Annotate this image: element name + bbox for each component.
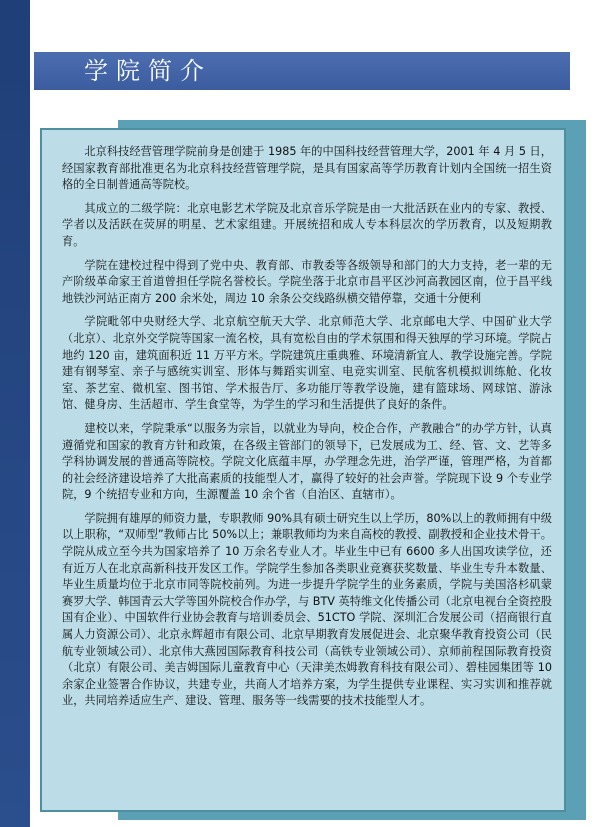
- content-box: [40, 128, 566, 812]
- paragraph-6: 学院拥有雄厚的师资力量，专职教师 90%具有硕士研究生以上学历，80%以上的教师拥有中级以上职称，“双师型”教师占比 50%以上；兼职教师均为来自高校的教授、副教授和企业技术骨干。学院从成立至今共为国家培养了 10 万余名专业人才。毕业生中已有 6600 多人出国攻读学位，还有近万人在北京高新科技开发区工作。学院学生参加各类职业竞赛获奖数量、毕业生专升本数量、毕业生质量均位于北京市同等院校前列。为进一步提升学院学生的业务素质，学院与美国洛杉矶蒙赛罗大学、韩国青云大学等国外院校合作办学，与 BTV 英特维文化传播公司（北京电视台全资控股国有企业）、中国软件行业协会教育与培训委员会、51CTO 学院、深圳汇合发展公司（招商银行直属人力资源公司）、北京永辉超市有限公司、北京早期教育发展促进会、北京聚华教育投资公司（民航专业领域公司）、北京伟大燕园国际教育科技公司（高铁专业领域公司）、京师前程国际教育投资（北京）有限公司、美吉姆国际儿童教育中心（天津美杰姆教育科技有限公司）、碧桂园集团等 10 余家企业签署合作协议，共建专业，共商人才培养方案，为学生提供专业课程、实习实训和推荐就业，共同培养适应生产、建设、管理、服务等一线需要的技术技能型人才。: [62, 511, 552, 708]
- paragraph-5: 建校以来，学院秉承“以服务为宗旨，以就业为导向，校企合作，产教融合”的办学方针，认真遵循党和国家的教育方针和政策，在各级主管部门的领导下，已发展成为工、经、管、文、艺等多学科协调发展的普通高等院校。学院文化底蕴丰厚，办学理念先进，治学严谨，管理严格，为首都的社会经济建设培养了大批高素质的技能型人才，赢得了较好的社会声誉。学院现下设 9 个专业学院，9 个统招专业和方向，生源覆盖 10 余个省（自治区、直辖市）。: [62, 421, 552, 502]
- paragraph-4: 学院毗邻中央财经大学、北京航空航天大学、北京师范大学、北京邮电大学、中国矿业大学（北京）、北京外交学院等国家一流名校，具有宽松自由的学术氛围和得天独厚的学习环境。学院占地约 120 亩，建筑面积近 11 万平方米。学院建筑庄重典雅、环境清新宜人、教学设施完善。学院建有钢琴室、亲子与感统实训室、形体与舞蹈实训室、电竞实训室、民航客机模拟训练舱、化妆室、茶艺室、微机室、图书馆、学术报告厅、多功能厅等教学设施，建有篮球场、网球馆、游泳馆、健身房、生活超市、学生食堂等，为学生的学习和生活提供了良好的条件。: [62, 315, 552, 412]
- title-banner: [34, 52, 570, 90]
- page-title: 学院简介: [84, 57, 212, 85]
- left-decorative-bar: [0, 0, 30, 827]
- paragraph-1: 北京科技经营管理学院前身是创建于 1985 年的中国科技经营管理大学，2001 年 4 月 5 日，经国家教育部批准更名为北京科技经营管理学院，是具有国家高等学历教育计划内全国统一招生资格的全日制普通高等院校。: [62, 145, 552, 192]
- paragraph-2: 其成立的二级学院：北京电影艺术学院及北京音乐学院是由一大批活跃在业内的专家、教授、学者以及活跃在荧屏的明星、艺术家组建。开展统招和成人专本科层次的学历教育，以及短期教育。: [62, 201, 552, 248]
- paragraph-3: 学院在建校过程中得到了党中央、教育部、市教委等各级领导和部门的大力支持，老一辈的无产阶级革命家王首道曾担任学院名誉校长。学院坐落于北京市昌平区沙河高教园区南，位于昌平线地铁沙河站正南方 200 余米处，周边 10 余条公交线路纵横交错停靠，交通十分便利: [62, 258, 552, 305]
